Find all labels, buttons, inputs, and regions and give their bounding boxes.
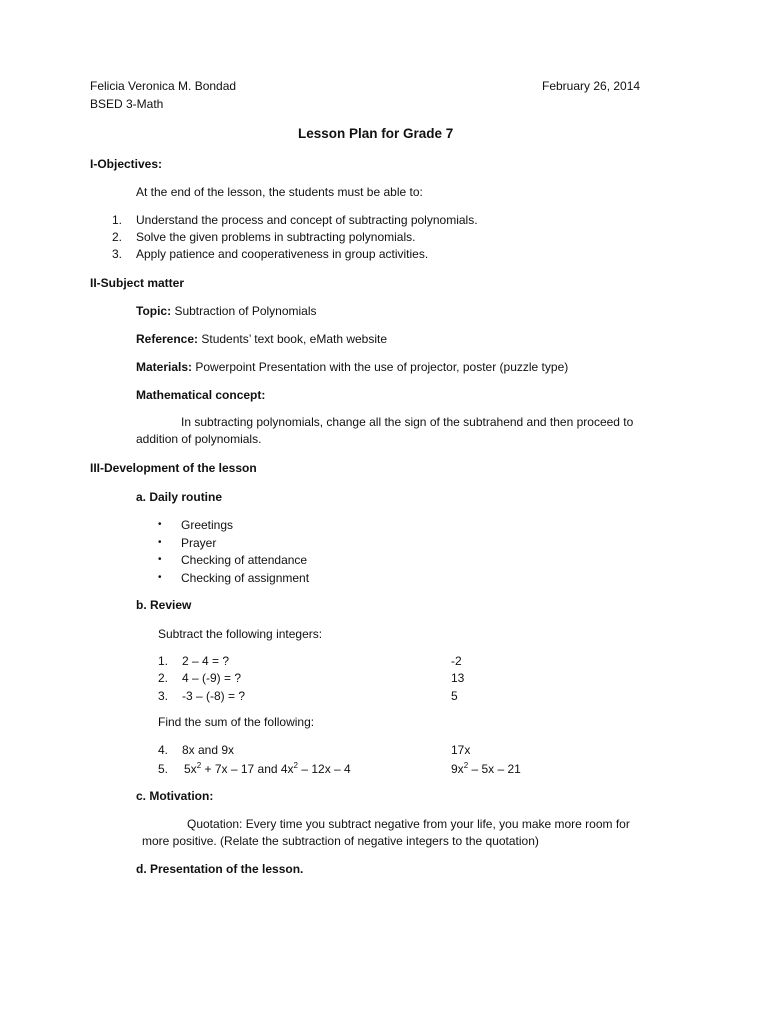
reference-label: Reference: (136, 332, 199, 346)
review-answer: -2 (451, 654, 462, 668)
objective-text: Understand the process and concept of subtracting polynomials. (136, 213, 478, 227)
review-answer-part: 9x (451, 762, 464, 776)
exponent: 2 (463, 761, 469, 770)
math-concept-line-1: In subtracting polynomials, change all the sign of the subtrahend and then proceed to (181, 415, 634, 429)
review-item (158, 671, 241, 686)
review-item-number: 2. (158, 671, 169, 685)
topic-value: Subtraction of Polynomials (171, 304, 317, 318)
review-question: 4 – (-9) = ? (182, 671, 242, 685)
review-item-number: 5. (158, 762, 169, 776)
routine-list-item (158, 553, 307, 568)
review-question: -3 – (-8) = ? (182, 689, 246, 703)
objective-number: 3. (112, 247, 123, 261)
review-question-part: + 7x – 17 and 4x (201, 762, 294, 776)
review-answer: 5 (451, 689, 458, 703)
document-date: February 26, 2014 (542, 79, 641, 93)
materials-value: Powerpoint Presentation with the use of projector, poster (puzzle type) (192, 360, 569, 374)
review-item (158, 762, 351, 777)
review-item-number: 1. (158, 654, 169, 668)
motivation-line-2: more positive. (Relate the subtraction of negative integers to the quotation) (142, 834, 539, 848)
objectives-heading: I-Objectives: (90, 157, 163, 171)
review-item-number: 4. (158, 743, 169, 757)
math-concept-line-2: addition of polynomials. (136, 432, 262, 446)
bullet-icon: • (158, 554, 162, 565)
routine-item-text: Greetings (181, 518, 234, 532)
exponent: 2 (196, 761, 202, 770)
reference-value: Students’ text book, eMath website (198, 332, 388, 346)
topic-line (136, 304, 317, 319)
review-item-number: 3. (158, 689, 169, 703)
routine-item-text: Prayer (181, 536, 217, 550)
review-answer (451, 762, 521, 777)
review-question-part: 5x (184, 762, 197, 776)
review-question-part: – 12x – 4 (298, 762, 351, 776)
bullet-icon: • (158, 537, 162, 548)
objective-item (112, 213, 478, 228)
objective-item (112, 247, 428, 262)
routine-item-text: Checking of assignment (181, 571, 310, 585)
objective-number: 2. (112, 230, 123, 244)
subtract-intro: Subtract the following integers: (158, 627, 323, 641)
objective-item (112, 230, 415, 245)
presentation-heading: d. Presentation of the lesson. (136, 862, 304, 876)
topic-label: Topic: (136, 304, 172, 318)
routine-item-text: Checking of attendance (181, 553, 308, 567)
motivation-heading: c. Motivation: (136, 789, 214, 803)
review-answer: 17x (451, 743, 471, 757)
routine-list-item (158, 536, 216, 551)
review-item (158, 689, 245, 704)
bullet-icon: • (158, 572, 162, 583)
review-item (158, 743, 234, 758)
daily-routine-heading: a. Daily routine (136, 490, 223, 504)
development-heading: III-Development of the lesson (90, 461, 257, 475)
page-title: Lesson Plan for Grade 7 (298, 126, 454, 141)
review-question: 8x and 9x (182, 743, 235, 757)
review-answer-part: – 5x – 21 (468, 762, 521, 776)
objective-text: Apply patience and cooperativeness in group activities. (136, 247, 429, 261)
routine-list-item (158, 571, 309, 586)
exponent: 2 (293, 761, 298, 770)
course-label: BSED 3-Math (90, 97, 164, 111)
review-heading: b. Review (136, 598, 192, 612)
author-name: Felicia Veronica M. Bondad (90, 79, 237, 93)
objectives-intro: At the end of the lesson, the students must be able to: (136, 185, 423, 199)
objective-number: 1. (112, 213, 123, 227)
review-question: 2 – 4 = ? (182, 654, 230, 668)
review-item (158, 654, 229, 669)
math-concept-label: Mathematical concept: (136, 388, 266, 402)
routine-list-item (158, 518, 233, 533)
bullet-icon: • (158, 519, 162, 530)
materials-label: Materials: (136, 360, 193, 374)
reference-line (136, 332, 387, 347)
materials-line (136, 360, 568, 375)
subject-matter-heading: II-Subject matter (90, 276, 185, 290)
sum-intro: Find the sum of the following: (158, 715, 315, 729)
review-answer: 13 (451, 671, 465, 685)
objective-text: Solve the given problems in subtracting polynomials. (136, 230, 416, 244)
motivation-line-1: Quotation: Every time you subtract negative from your life, you make more room for (187, 817, 630, 831)
